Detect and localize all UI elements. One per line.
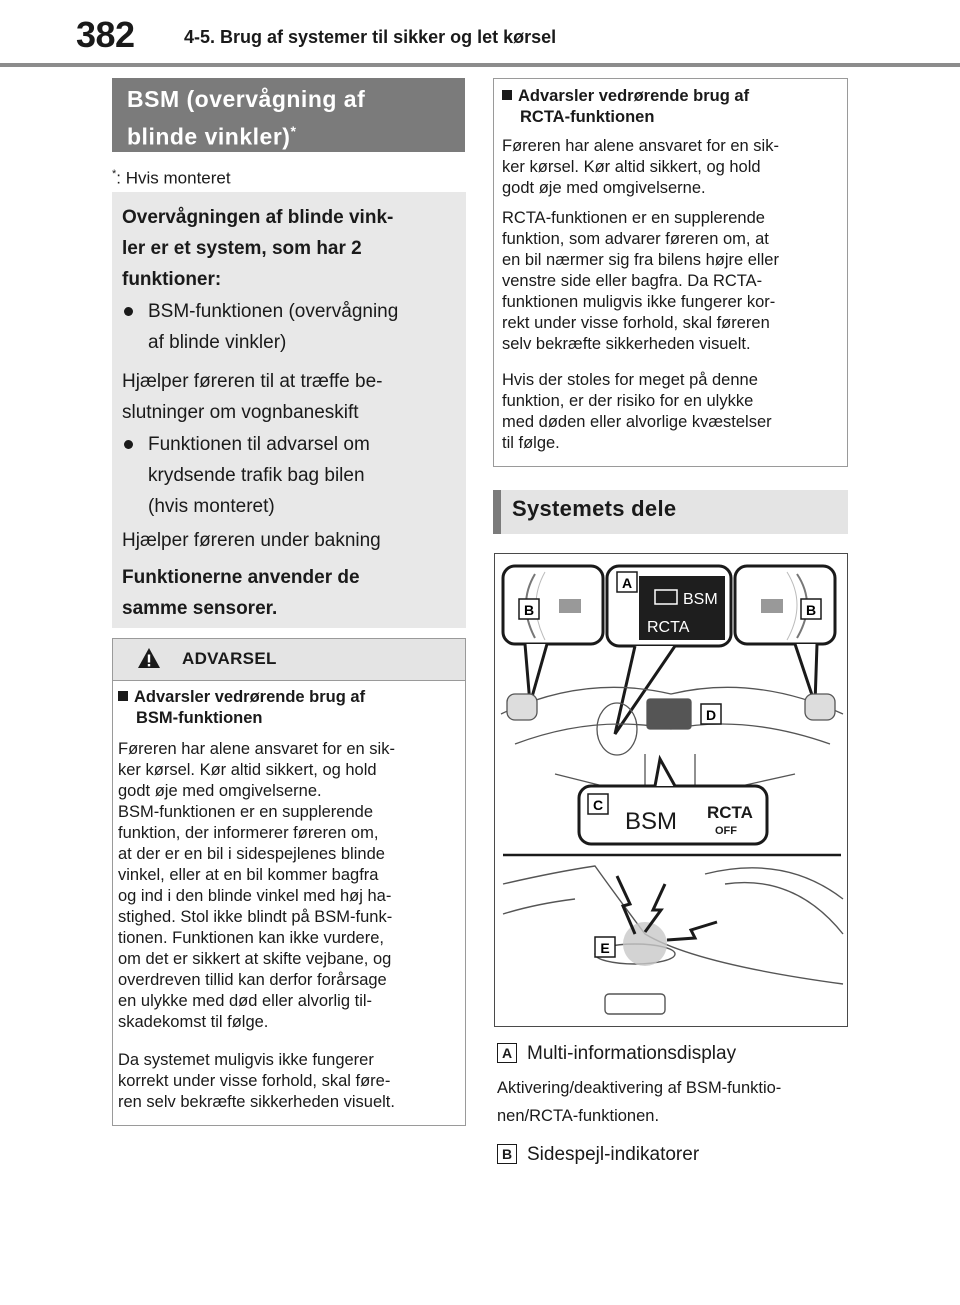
warning-line: funktion, der informerer føreren om, <box>118 824 379 842</box>
warning-label: ADVARSEL <box>182 649 277 668</box>
footnote-mark: * <box>112 168 117 180</box>
summary-bullet-1 <box>148 296 453 358</box>
warning-line: venstre side eller bagfra. Da RCTA- <box>502 272 763 290</box>
systems-title: Systemets dele <box>512 496 677 521</box>
summary-desc-line: slutninger om vognbaneskift <box>122 402 359 423</box>
footnote-text: : Hvis monteret <box>116 168 231 188</box>
legend-letter-b: B <box>497 1144 517 1164</box>
warning-rcta-heading-line2 <box>502 107 840 128</box>
warning-bsm-heading <box>118 687 456 729</box>
summary-intro <box>122 202 452 295</box>
summary-bullet-2 <box>148 429 453 522</box>
warning-line: selv bekræfte sikkerheden visuelt. <box>502 335 751 353</box>
warning-bsm-paragraph-1 <box>118 739 456 1033</box>
warning-line: godt øje med omgivelserne. <box>118 782 322 800</box>
warning-line: til følge. <box>502 434 560 452</box>
warning-line: en ulykke med død eller alvorlig til- <box>118 992 373 1010</box>
warning-line: at der er en bil i sidespejlenes blinde <box>118 845 385 863</box>
warning-rcta-heading-line1 <box>502 86 840 107</box>
label-e: E <box>600 940 610 956</box>
label-a: A <box>621 575 633 591</box>
legend-text-b: Sidespejl-indikatorer <box>527 1144 700 1165</box>
square-bullet-icon <box>118 691 128 701</box>
switch-rcta-text: RCTA <box>707 803 753 822</box>
legend-text-a: Multi-informationsdisplay <box>527 1043 737 1064</box>
warning-rcta-heading <box>502 86 840 128</box>
warning-line: skadekomst til følge. <box>118 1013 269 1031</box>
header-rule <box>0 63 960 67</box>
warning-line: ren selv bekræfte sikkerheden visuelt. <box>118 1093 395 1111</box>
warning-line: Da systemet muligvis ikke fungerer <box>118 1051 374 1069</box>
label-b-left: B <box>523 602 535 618</box>
summary-bullet-line: BSM-funktionen (overvågning <box>148 301 399 322</box>
bullet-dot <box>124 440 133 449</box>
warning-line: en bil nærmer sig fra bilens højre eller <box>502 251 779 269</box>
bsm-title <box>127 83 457 153</box>
warning-bsm-paragraph-2 <box>118 1050 456 1113</box>
warning-line: godt øje med omgivelserne. <box>502 179 706 197</box>
switch-callout-pointer <box>655 759 675 786</box>
warning-line: og ind i den blinde vinkel med høj ha- <box>118 887 392 905</box>
warning-line: overdreven tillid kan derfor forårsage <box>118 971 387 989</box>
warning-bsm-heading-text: BSM-funktionen <box>136 709 263 727</box>
warning-line: tionen. Funktionen kan ikke vurdere, <box>118 929 384 947</box>
warning-line: ker kørsel. Kør altid sikkert, og hold <box>502 158 761 176</box>
switch-bsm-text: BSM <box>625 808 678 835</box>
radar-wave-icon <box>667 922 717 940</box>
mirror-indicator-left <box>559 599 581 613</box>
label-c: C <box>592 797 604 813</box>
warning-line: rekt under visse forhold, skal føreren <box>502 314 770 332</box>
page-number: 382 <box>76 14 135 55</box>
summary-bullet-line: af blinde vinkler) <box>148 332 287 353</box>
warning-line: funktionen muligvis ikke fungerer kor- <box>502 293 776 311</box>
radar-wave-icon <box>617 876 635 934</box>
bsm-title-line2 <box>127 115 457 153</box>
summary-bullet-line: (hvis monteret) <box>148 496 275 517</box>
bullet-dot <box>124 307 133 316</box>
warning-header <box>113 639 465 681</box>
summary-desc-line: Hjælper føreren til at træffe be- <box>122 371 383 392</box>
label-b-right: B <box>805 602 817 618</box>
summary-outro <box>122 562 452 624</box>
summary-bullet-line: Funktionen til advarsel om <box>148 434 370 455</box>
summary-intro-line: funktioner: <box>122 269 222 290</box>
warning-line: BSM-funktionen er en supplerende <box>118 803 373 821</box>
legend-desc-line: nen/RCTA-funktionen. <box>497 1107 660 1125</box>
bsm-title-line2-text: blinde vinkler) <box>127 123 291 150</box>
switch-off-text: OFF <box>715 825 737 837</box>
warning-line: korrekt under visse forhold, skal føre- <box>118 1072 391 1090</box>
warning-rcta-heading-text: Advarsler vedrørende brug af <box>518 87 750 105</box>
warning-line: Føreren har alene ansvaret for en sik- <box>502 137 779 155</box>
warning-line: stighed. Stol ikke blindt på BSM-funk- <box>118 908 393 926</box>
summary-desc-2: Hjælper føreren under bakning <box>122 530 381 551</box>
car-interior-diagram <box>495 554 848 1027</box>
legend-desc-line: Aktivering/deaktivering af BSM-funktio- <box>497 1079 782 1097</box>
warning-line: ker kørsel. Kør altid sikkert, og hold <box>118 761 377 779</box>
display-bsm-text: BSM <box>683 591 718 608</box>
footnote <box>112 168 231 189</box>
warning-rcta-paragraph-3 <box>502 370 840 454</box>
summary-intro-line: Overvågningen af blinde vink- <box>122 207 394 228</box>
warning-line: RCTA-funktionen er en supplerende <box>502 209 765 227</box>
warning-line: Føreren har alene ansvaret for en sik- <box>118 740 395 758</box>
systems-banner-bar <box>493 490 501 534</box>
warning-triangle-icon <box>137 646 161 670</box>
summary-bullet-line: krydsende trafik bag bilen <box>148 465 365 486</box>
warning-bsm-heading-text: Advarsler vedrørende brug af <box>134 688 366 706</box>
summary-outro-line: Funktionerne anvender de <box>122 567 360 588</box>
summary-outro-line: samme sensorer. <box>122 598 278 619</box>
system-parts-illustration <box>494 553 848 1027</box>
summary-intro-line: ler er et system, som har 2 <box>122 238 362 259</box>
warning-rcta-paragraph-1 <box>502 136 840 199</box>
legend-letter-a: A <box>497 1043 517 1063</box>
label-d: D <box>705 707 717 723</box>
warning-line: Hvis der stoles for meget på denne <box>502 371 758 389</box>
warning-line: funktion, er der risiko for en ulykke <box>502 392 754 410</box>
bsm-title-mark: * <box>290 123 297 139</box>
sensor-area <box>623 922 667 966</box>
warning-line: med døden eller alvorlige kvæstelser <box>502 413 772 431</box>
warning-rcta-paragraph-2 <box>502 208 840 355</box>
warning-line: om det er sikkert at skifte vejbane, og <box>118 950 392 968</box>
warning-line: funktion, som advarer føreren om, at <box>502 230 769 248</box>
mirror-indicator-right <box>761 599 783 613</box>
display-rcta-text: RCTA <box>647 619 690 636</box>
left-mirror-callout <box>503 566 603 644</box>
summary-desc-1 <box>122 366 452 428</box>
bsm-title-line1: BSM (overvågning af <box>127 86 366 112</box>
warning-bsm-heading-line2 <box>118 708 456 729</box>
legend-desc-a <box>497 1074 847 1130</box>
warning-bsm-heading-line1 <box>118 687 456 708</box>
square-bullet-icon <box>502 90 512 100</box>
warning-line: vinkel, eller at en bil kommer bagfra <box>118 866 379 884</box>
warning-rcta-heading-text: RCTA-funktionen <box>520 108 655 126</box>
section-title: 4-5. Brug af systemer til sikker og let kørsel <box>184 27 557 47</box>
